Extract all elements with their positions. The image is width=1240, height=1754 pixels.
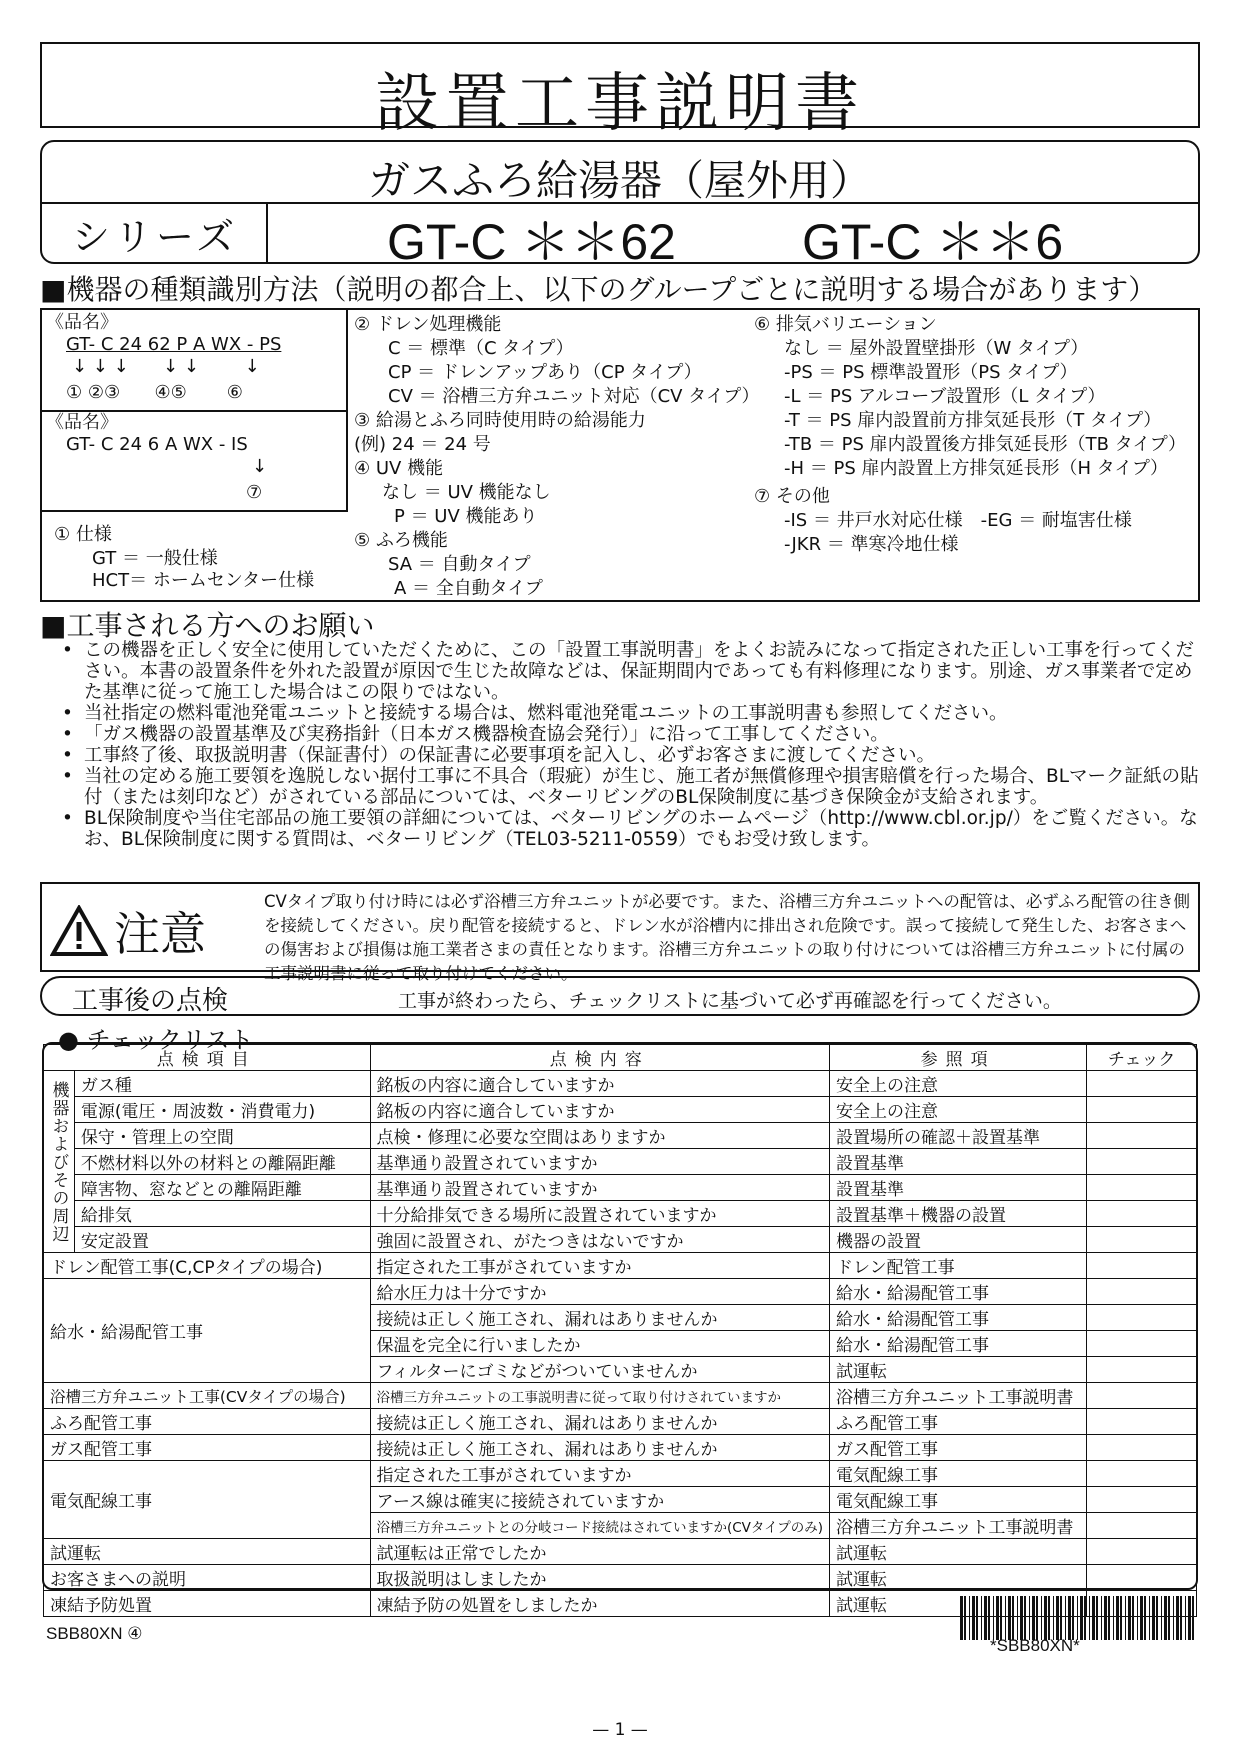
- barcode-bar: [1068, 1596, 1071, 1640]
- table-row: [44, 1175, 1197, 1201]
- list-item: • 工事終了後、取扱説明書（保証書付）の保証書に必要事項を記入し、必ずお客さまに渡してください。: [62, 745, 1202, 766]
- barcode-bar: [1176, 1596, 1179, 1640]
- barcode-bar: [1156, 1596, 1158, 1640]
- barcode-bar: [1008, 1596, 1011, 1640]
- item-cell: 安定設置: [74, 1227, 370, 1253]
- reference-cell: 試運転: [830, 1539, 1087, 1565]
- barcode-bar: [1017, 1596, 1018, 1640]
- exhaust-line: -PS ＝ PS 標準設置形（PS タイプ）: [784, 362, 1078, 383]
- content-cell: 接続は正しく施工され、漏れはありませんか: [370, 1435, 829, 1461]
- table-row: [44, 1227, 1197, 1253]
- inspection-bar: [40, 976, 1200, 1016]
- barcode-bar: [1044, 1596, 1047, 1640]
- bath-line: A ＝ 全自動タイプ: [394, 578, 543, 599]
- item-cell: 障害物、窓などとの離隔距離: [74, 1175, 370, 1201]
- table-row: [44, 1253, 1197, 1279]
- barcode-bar: [1168, 1596, 1170, 1640]
- reference-cell: 試運転: [830, 1565, 1087, 1591]
- reference-cell: 電気配線工事: [830, 1487, 1087, 1513]
- header-check: チェック: [1087, 1045, 1197, 1071]
- spec-title: ① 仕様: [54, 524, 112, 545]
- barcode-bar: [1137, 1596, 1138, 1640]
- content-cell: 指定された工事がされていますか: [370, 1461, 829, 1487]
- request-list: [62, 640, 1202, 850]
- series-label: シリーズ: [72, 215, 239, 259]
- barcode-bar: [1084, 1596, 1086, 1640]
- example-number: ⑦: [246, 482, 263, 503]
- item-cell: 保守・管理上の空間: [74, 1123, 370, 1149]
- table-row: [44, 1409, 1197, 1435]
- barcode-bar: [988, 1596, 990, 1640]
- exhaust-line: -TB ＝ PS 扉内設置後方排気延長形（TB タイプ）: [784, 434, 1186, 455]
- barcode-bar: [981, 1596, 982, 1640]
- content-cell: 浴槽三方弁ユニットの工事説明書に従って取り付けされていますか: [370, 1383, 829, 1409]
- exhaust-line: -T ＝ PS 扉内設置前方排気延長形（T タイプ）: [784, 410, 1162, 431]
- uv-title: ④ UV 機能: [354, 458, 444, 479]
- check-cell[interactable]: [1087, 1279, 1197, 1305]
- table-row: [44, 1071, 1197, 1097]
- title-box: [40, 42, 1200, 141]
- check-cell[interactable]: [1087, 1409, 1197, 1435]
- content-cell: 接続は正しく施工され、漏れはありませんか: [370, 1409, 829, 1435]
- divider: [266, 202, 268, 262]
- uv-line: なし ＝ UV 機能なし: [382, 482, 551, 503]
- item-cell: 給排気: [74, 1201, 370, 1227]
- check-cell[interactable]: [1087, 1123, 1197, 1149]
- spec-line: GT ＝ 一般仕様: [92, 548, 218, 569]
- item-cell: 浴槽三方弁ユニット工事(CVタイプの場合): [44, 1383, 371, 1409]
- content-cell: 基準通り設置されていますか: [370, 1175, 829, 1201]
- barcode-bar: [1113, 1596, 1114, 1640]
- inspection-note: 工事が終わったら、チェックリストに基づいて必ず再確認を行ってください。: [398, 990, 1062, 1012]
- barcode-bar: [1120, 1596, 1122, 1640]
- exhaust-line: なし ＝ 屋外設置壁掛形（W タイプ）: [784, 338, 1089, 359]
- barcode-bar: [1092, 1596, 1095, 1640]
- barcode-bar: [1041, 1596, 1042, 1640]
- item-cell: 試運転: [44, 1539, 371, 1565]
- content-cell: 十分給排気できる場所に設置されていますか: [370, 1201, 829, 1227]
- capacity-line: (例) 24 ＝ 24 号: [354, 434, 491, 455]
- barcode-bar: [1048, 1596, 1050, 1640]
- table-row: [44, 1435, 1197, 1461]
- table-row: [44, 1123, 1197, 1149]
- example-box-1: [42, 310, 348, 412]
- content-cell: 浴槽三方弁ユニットとの分岐コード接続はされていますか(CVタイプのみ): [370, 1513, 829, 1539]
- list-item: • 当社指定の燃料電池発電ユニットと接続する場合は、燃料電池発電ユニットの工事説明書も参照してください。: [62, 703, 1202, 724]
- check-cell[interactable]: [1087, 1435, 1197, 1461]
- barcode-bar: [1032, 1596, 1035, 1640]
- header-item: 点検項目: [44, 1045, 371, 1071]
- reference-cell: ドレン配管工事: [830, 1253, 1087, 1279]
- exhaust-title: ⑥ 排気バリエーション: [754, 314, 937, 335]
- barcode-bar: [1144, 1596, 1146, 1640]
- table-row: [44, 1279, 1197, 1305]
- barcode-bar: [1132, 1596, 1134, 1640]
- check-cell[interactable]: [1087, 1487, 1197, 1513]
- barcode-bar: [1180, 1596, 1182, 1640]
- document-title: 設置工事説明書: [375, 67, 865, 141]
- barcode-bar: [1072, 1596, 1074, 1640]
- content-cell: 基準通り設置されていますか: [370, 1149, 829, 1175]
- barcode-bar: [1188, 1596, 1191, 1640]
- content-cell: 点検・修理に必要な空間はありますか: [370, 1123, 829, 1149]
- barcode-bar: [1080, 1596, 1083, 1640]
- barcode-bar: [1185, 1596, 1186, 1640]
- content-cell: 銘板の内容に適合していますか: [370, 1097, 829, 1123]
- example-label: 《品名》: [46, 312, 118, 333]
- barcode-bar: [1077, 1596, 1078, 1640]
- content-cell: 保温を完全に行いましたか: [370, 1331, 829, 1357]
- barcode-text: *SBB80XN*: [990, 1636, 1080, 1655]
- item-cell: 電気配線工事: [44, 1461, 371, 1539]
- uv-line: P ＝ UV 機能あり: [394, 506, 538, 527]
- product-box: [40, 140, 1200, 270]
- check-cell[interactable]: [1087, 1565, 1197, 1591]
- barcode-bar: [996, 1596, 999, 1640]
- content-cell: 接続は正しく施工され、漏れはありませんか: [370, 1305, 829, 1331]
- barcode-bar: [1020, 1596, 1023, 1640]
- example-arrows: ↓ ↓ ↓ ↓ ↓ ↓: [72, 356, 260, 377]
- other-line: -IS ＝ 井戸水対応仕様 -EG ＝ 耐塩害仕様: [784, 510, 1132, 531]
- reference-cell: 設置基準: [830, 1149, 1087, 1175]
- barcode-bar: [964, 1596, 966, 1640]
- check-cell[interactable]: [1087, 1383, 1197, 1409]
- item-cell: お客さまへの説明: [44, 1565, 371, 1591]
- barcode-bar: [1024, 1596, 1026, 1640]
- barcode-bar: [1128, 1596, 1131, 1640]
- example-code: GT- C 24 6 A WX - IS: [66, 434, 248, 455]
- barcode-bar: [993, 1596, 994, 1640]
- item-cell: 電源(電圧・周波数・消費電力): [74, 1097, 370, 1123]
- bath-line: SA ＝ 自動タイプ: [388, 554, 531, 575]
- spec-line: HCT＝ ホームセンター仕様: [92, 570, 315, 591]
- request-heading: ■工事される方へのお願い: [40, 609, 375, 642]
- reference-cell: 設置場所の確認＋設置基準: [830, 1123, 1087, 1149]
- barcode-bar: [969, 1596, 970, 1640]
- barcode-bar: [1125, 1596, 1126, 1640]
- content-cell: 取扱説明はしましたか: [370, 1565, 829, 1591]
- check-cell[interactable]: [1087, 1149, 1197, 1175]
- content-cell: 給水圧力は十分ですか: [370, 1279, 829, 1305]
- table-row: [44, 1461, 1197, 1487]
- example-arrow: ↓: [252, 456, 268, 477]
- checklist-table: [43, 1044, 1197, 1617]
- reference-cell: 浴槽三方弁ユニット工事説明書: [830, 1383, 1087, 1409]
- barcode-bar: [1036, 1596, 1038, 1640]
- reference-cell: 安全上の注意: [830, 1071, 1087, 1097]
- barcode-bar: [1089, 1596, 1090, 1640]
- barcode-bar: [960, 1596, 963, 1640]
- reference-cell: 浴槽三方弁ユニット工事説明書: [830, 1513, 1087, 1539]
- reference-cell: 試運転: [830, 1591, 1087, 1617]
- content-cell: 銘板の内容に適合していますか: [370, 1071, 829, 1097]
- reference-cell: 設置基準＋機器の設置: [830, 1201, 1087, 1227]
- model-code-2: GT-C ＊＊6: [802, 214, 1064, 270]
- barcode-bar: [1012, 1596, 1014, 1640]
- drain-title: ② ドレン処理機能: [354, 314, 502, 335]
- barcode-bar: [976, 1596, 978, 1640]
- check-cell[interactable]: [1087, 1227, 1197, 1253]
- reference-cell: ガス配管工事: [830, 1435, 1087, 1461]
- identification-box: [40, 308, 1200, 602]
- other-line: -JKR ＝ 準寒冷地仕様: [784, 534, 959, 555]
- content-cell: 試運転は正常でしたか: [370, 1539, 829, 1565]
- barcode-bar: [1164, 1596, 1167, 1640]
- capacity-title: ③ 給湯とふろ同時使用時の給湯能力: [354, 410, 646, 431]
- list-item: • この機器を正しく安全に使用していただくために、この「設置工事説明書」をよくお読みになって指定された正しい工事を行ってください。本書の設置条件を外れた設置が原因で生じた故障などは、保証期間内であっても有料修理になります。別途、ガス事業者で定めた基準に従って施工した場合はこの限りではない。: [62, 640, 1202, 703]
- barcode-bar: [1104, 1596, 1107, 1640]
- drain-line: CV ＝ 浴槽三方弁ユニット対応（CV タイプ）: [388, 386, 760, 407]
- exhaust-line: -H ＝ PS 扉内設置上方排気延長形（H タイプ）: [784, 458, 1169, 479]
- check-cell[interactable]: [1087, 1513, 1197, 1539]
- barcode-bar: [1056, 1596, 1059, 1640]
- content-cell: 指定された工事がされていますか: [370, 1253, 829, 1279]
- check-cell[interactable]: [1087, 1305, 1197, 1331]
- barcode-bar: [1096, 1596, 1098, 1640]
- barcode-bar: [1029, 1596, 1030, 1640]
- content-cell: フィルターにゴミなどがついていませんか: [370, 1357, 829, 1383]
- table-row: [44, 1201, 1197, 1227]
- table-row: [44, 1383, 1197, 1409]
- barcode-bar: [1152, 1596, 1155, 1640]
- barcode-bar: [1000, 1596, 1002, 1640]
- barcode-bar: [1192, 1596, 1194, 1640]
- reference-cell: 機器の設置: [830, 1227, 1087, 1253]
- table-header-row: [44, 1045, 1197, 1071]
- table-row: [44, 1149, 1197, 1175]
- group-label: 機器およびその周辺: [44, 1071, 75, 1253]
- checklist-title: ● チェックリスト: [58, 1026, 254, 1054]
- list-item: • BL保険制度や当住宅部品の施工要領の詳細については、ベターリビングのホームページ（http://www.cbl.or.jp/）をご覧ください。なお、BL保険制度に関する質問は、ベターリビング（TEL03-5211-0559）でもお受け致します。: [62, 808, 1202, 850]
- reference-cell: ふろ配管工事: [830, 1409, 1087, 1435]
- check-cell[interactable]: [1087, 1175, 1197, 1201]
- item-cell: 凍結予防処置: [44, 1591, 371, 1617]
- barcode-bar: [984, 1596, 987, 1640]
- caution-text: CVタイプ取り付け時には必ず浴槽三方弁ユニットが必要です。また、浴槽三方弁ユニットへの配管は、必ずふろ配管の往き側を接続してください。戻り配管を接続すると、ドレン水が浴槽内に排出され危険です。誤って接続して発生した、お客さまへの傷害および損傷は施工業者さまの責任となります。浴槽三方弁ユニットの取り付けについては浴槽三方弁ユニットに付属の工事説明書に従って取り付けてください。: [264, 892, 1191, 983]
- barcode-bar: [1149, 1596, 1150, 1640]
- barcode-icon: [960, 1596, 1196, 1640]
- example-numbers: ① ②③ ④⑤ ⑥: [66, 382, 243, 403]
- product-name: ガスふろ給湯器（屋外用）: [367, 156, 872, 205]
- exhaust-line: -L ＝ PS アルコーブ設置形（L タイプ）: [784, 386, 1106, 407]
- table-row: [44, 1539, 1197, 1565]
- barcode-bar: [1161, 1596, 1162, 1640]
- table-row: [44, 1565, 1197, 1591]
- item-cell: 給水・給湯配管工事: [44, 1279, 371, 1383]
- inspection-title: 工事後の点検: [72, 986, 229, 1016]
- example-code: GT- C 24 62 P A WX - PS: [66, 334, 282, 355]
- reference-cell: 電気配線工事: [830, 1461, 1087, 1487]
- barcode-bar: [1140, 1596, 1143, 1640]
- check-cell[interactable]: [1087, 1253, 1197, 1279]
- reference-cell: 試運転: [830, 1357, 1087, 1383]
- warning-icon: [50, 905, 108, 957]
- table-row: [44, 1097, 1197, 1123]
- caution-label: 注意: [114, 907, 206, 961]
- check-cell[interactable]: [1087, 1461, 1197, 1487]
- item-cell: ふろ配管工事: [44, 1409, 371, 1435]
- item-cell: ガス配管工事: [44, 1435, 371, 1461]
- drain-line: CP ＝ ドレンアップあり（CP タイプ）: [388, 362, 702, 383]
- content-cell: 強固に設置され、がたつきはないですか: [370, 1227, 829, 1253]
- caution-heading: [50, 898, 206, 964]
- list-item: • 「ガス機器の設置基準及び実務指針（日本ガス機器検査協会発行）」に沿って工事してください。: [62, 724, 1202, 745]
- reference-cell: 給水・給湯配管工事: [830, 1305, 1087, 1331]
- barcode-bar: [1053, 1596, 1054, 1640]
- content-cell: アース線は確実に接続されていますか: [370, 1487, 829, 1513]
- content-cell: 凍結予防の処置をしましたか: [370, 1591, 829, 1617]
- header-reference: 参照項: [830, 1045, 1087, 1071]
- item-cell: ドレン配管工事(C,CPタイプの場合): [44, 1253, 371, 1279]
- barcode-bar: [1065, 1596, 1066, 1640]
- other-title: ⑦ その他: [754, 486, 830, 507]
- caution-box: [40, 882, 1200, 983]
- check-cell[interactable]: [1087, 1097, 1197, 1123]
- reference-cell: 設置基準: [830, 1175, 1087, 1201]
- check-cell[interactable]: [1087, 1201, 1197, 1227]
- bath-title: ⑤ ふろ機能: [354, 530, 448, 551]
- check-cell[interactable]: [1087, 1539, 1197, 1565]
- check-cell[interactable]: [1087, 1357, 1197, 1383]
- reference-cell: 給水・給湯配管工事: [830, 1331, 1087, 1357]
- example-box-2: [42, 410, 348, 512]
- example-label: 《品名》: [46, 412, 118, 433]
- barcode-bar: [972, 1596, 975, 1640]
- check-cell[interactable]: [1087, 1071, 1197, 1097]
- barcode-bar: [1173, 1596, 1174, 1640]
- reference-cell: 給水・給湯配管工事: [830, 1279, 1087, 1305]
- identification-heading: ■機器の種類識別方法（説明の都合上、以下のグループごとに説明する場合があります）: [40, 273, 1157, 306]
- reference-cell: 安全上の注意: [830, 1097, 1087, 1123]
- barcode-bar: [1116, 1596, 1119, 1640]
- page-number: — 1 —: [592, 1720, 648, 1740]
- check-cell[interactable]: [1087, 1331, 1197, 1357]
- barcode-bar: [1060, 1596, 1062, 1640]
- item-cell: ガス種: [74, 1071, 370, 1097]
- drain-line: C ＝ 標準（C タイプ）: [388, 338, 574, 359]
- header-content: 点検内容: [370, 1045, 829, 1071]
- item-cell: 不燃材料以外の材料との離隔距離: [74, 1149, 370, 1175]
- model-code-1: GT-C ＊＊62: [387, 214, 676, 270]
- list-item: • 当社の定める施工要領を逸脱しない据付工事に不具合（瑕疵）が生じ、施工者が無償修理や損害賠償を行った場合、BLマーク証紙の貼付（または刻印など）がされている部品については、ベターリビングのBL保険制度に基づき保険金が支給されます。: [62, 766, 1202, 808]
- barcode-bar: [1101, 1596, 1102, 1640]
- document-code: SBB80XN ④: [46, 1624, 143, 1643]
- barcode-bar: [1005, 1596, 1006, 1640]
- barcode-bar: [1108, 1596, 1110, 1640]
